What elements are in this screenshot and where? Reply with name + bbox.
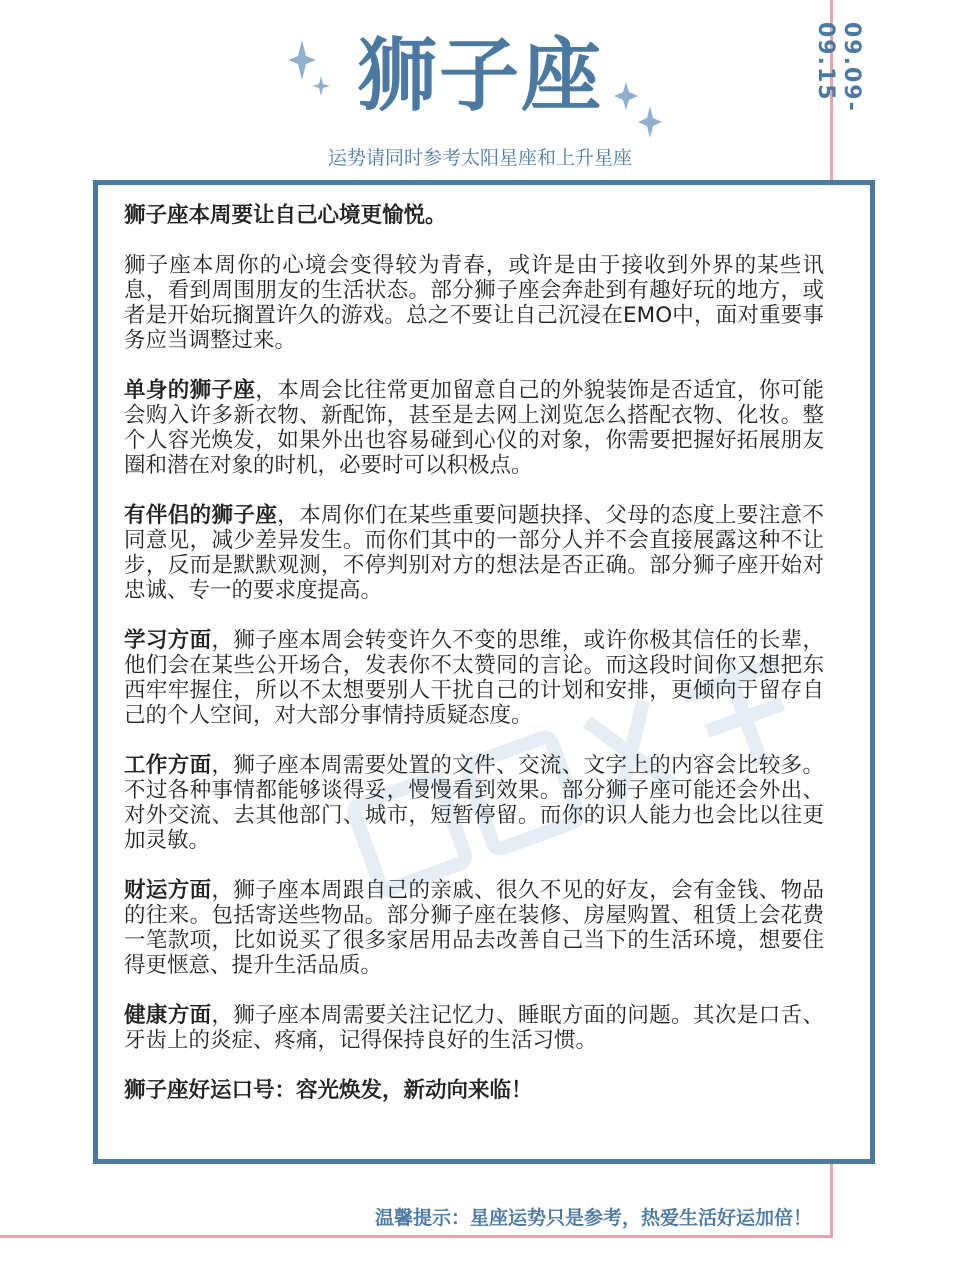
section-heading: 健康方面: [124, 1003, 212, 1028]
footer-tip: 温馨提示：星座运势只是参考，热爱生活好运加倍！: [374, 1207, 812, 1229]
date-range: 09.09-09.15: [813, 22, 864, 113]
section-heading: 财运方面: [124, 878, 212, 903]
section-text: ，本周会比往常更加留意自己的外貌装饰是否适宜，你可能会购入许多新衣物、新配饰，甚至是去网上浏览怎么搭配衣物、化妆。整个人容光焕发，如果外出也容易碰到心仪的对象，你需要把握好拓展朋友圈和潜在对象的时机，必要时可以积极点。: [124, 378, 824, 478]
section-study: [124, 628, 824, 728]
horoscope-card: [93, 180, 875, 1164]
section-text: ，狮子座本周需要处置的文件、交流、文字上的内容会比较多。不过各种事情都能够谈得妥，慢慢看到效果。部分狮子座可能还会外出、对外交流、去其他部门、城市，短暂停留。而你的识人能力也会比以往更加灵敏。: [124, 753, 824, 853]
section-heading: 有伴侣的狮子座: [124, 503, 278, 528]
section-text: ，本周你们在某些重要问题抉择、父母的态度上要注意不同意见，减少差异发生。而你们其中的一部分人并不会直接展露这种不让步，反而是默默观测，不停判别对方的想法是否正确。部分狮子座开始对忠诚、专一的要求度提高。: [124, 503, 824, 603]
card-content: [124, 203, 824, 1103]
section-heading: 单身的狮子座: [124, 378, 256, 403]
section-wealth: [124, 878, 824, 978]
section-text: ，狮子座本周会转变许久不变的思维，或许你极其信任的长辈，他们会在某些公开场合，发表你不太赞同的言论。而这段时间你又想把东西牢牢握住，所以不太想要别人干扰自己的计划和安排，更倾向于留存自己的个人空间，对大部分事情持质疑态度。: [124, 628, 824, 728]
section-work: [124, 753, 824, 853]
page-title: 狮子座: [357, 29, 603, 122]
page-subtitle: 运势请同时参考太阳星座和上升星座: [327, 147, 632, 169]
pink-frame-bottom: [0, 1235, 833, 1238]
intro-heading: 狮子座本周要让自己心境更愉悦。: [124, 203, 447, 228]
overview-paragraph: 狮子座本周你的心境会变得较为青春，或许是由于接收到外界的某些讯息，看到周围朋友的生活状态。部分狮子座会奔赴到有趣好玩的地方，或者是开始玩搁置许久的游戏。总之不要让自己沉浸在EMO中，面对重要事务应当调整过来。: [124, 253, 824, 353]
section-health: [124, 1003, 824, 1053]
section-single: [124, 378, 824, 478]
lucky-slogan: 狮子座好运口号：容光焕发，新动向来临！: [124, 1078, 533, 1103]
section-heading: 学习方面: [124, 628, 212, 653]
section-partnered: [124, 503, 824, 603]
section-heading: 工作方面: [124, 753, 212, 778]
section-text: ，狮子座本周需要关注记忆力、睡眠方面的问题。其次是口舌、牙齿上的炎症、疼痛，记得保持良好的生活习惯。: [124, 1003, 824, 1053]
section-text: ，狮子座本周跟自己的亲戚、很久不见的好友，会有金钱、物品的往来。包括寄送些物品。部分狮子座在装修、房屋购置、租赁上会花费一笔款项，比如说买了很多家居用品去改善自己当下的生活环境，想要住得更惬意、提升生活品质。: [124, 878, 824, 978]
